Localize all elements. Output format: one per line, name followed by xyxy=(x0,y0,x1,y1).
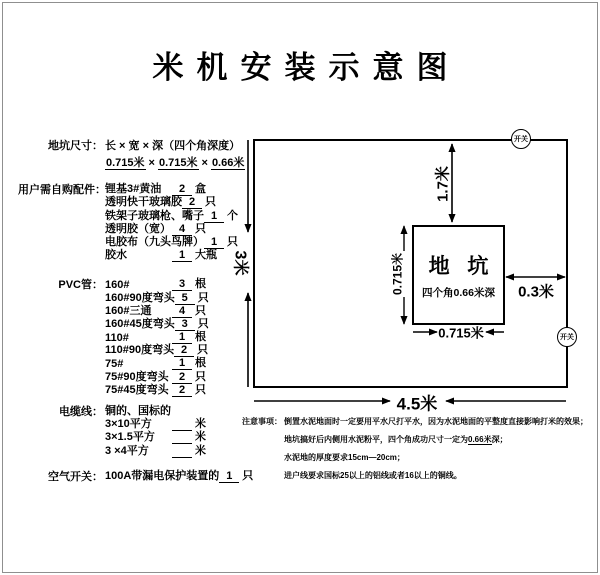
item-name: 3×1.5平方 xyxy=(105,431,155,444)
specs-column xyxy=(18,139,254,484)
item-unit: 只 xyxy=(197,344,209,357)
item-quantity: 2 xyxy=(174,344,194,357)
item-name: 电胶布（九头鸟牌） xyxy=(105,235,204,248)
pit-size-label: 地坑尺寸： xyxy=(48,140,103,152)
item-unit: 大瓶 xyxy=(195,249,217,262)
item-quantity: 3 xyxy=(172,278,192,291)
item-quantity: 1 xyxy=(172,249,192,262)
item-unit: 只 xyxy=(195,304,206,317)
pit-size-formula: 长 × 宽 × 深（四个角深度） xyxy=(105,140,241,152)
cable-list xyxy=(105,405,254,458)
pvc-list xyxy=(105,278,254,397)
air-switch-label: 空气开关： xyxy=(48,470,103,483)
item-quantity: 2 xyxy=(172,371,192,384)
item-unit: 盒 xyxy=(195,183,206,196)
pit-size-section xyxy=(18,139,254,170)
item-unit: 根 xyxy=(195,331,206,344)
room-height-label: 3米 xyxy=(231,250,249,276)
switch-symbol-top xyxy=(511,129,531,149)
item-quantity: 1 xyxy=(204,236,224,249)
note-line-2 xyxy=(284,431,588,449)
item-name: 110# xyxy=(105,332,129,345)
pit-size-values xyxy=(105,156,254,170)
item-quantity: 4 xyxy=(172,223,192,236)
item-name: 160#90度弯头 xyxy=(105,291,175,304)
room-outline xyxy=(253,139,568,388)
item-quantity: 4 xyxy=(172,305,192,318)
notes-label: 注意事项： xyxy=(242,417,282,426)
item-quantity: 2 xyxy=(172,384,192,397)
installation-diagram xyxy=(231,110,598,414)
item-unit: 只 xyxy=(197,291,209,304)
item-unit: 只 xyxy=(195,383,206,396)
item-quantity xyxy=(172,418,192,431)
item-name: 锂基3#黄油 xyxy=(105,183,162,196)
cable-section xyxy=(18,405,254,458)
item-name: 铁架子玻璃枪、嘴子 xyxy=(105,209,204,222)
item-unit: 只 xyxy=(242,469,254,482)
spec-item-row xyxy=(105,444,254,457)
item-quantity: 5 xyxy=(175,292,195,305)
air-switch-section xyxy=(18,470,254,484)
multiply-sign: × xyxy=(148,157,155,169)
note-line-2-underlined-value: 0.66米 xyxy=(468,435,492,444)
item-unit: 只 xyxy=(197,317,209,330)
item-name: 3 ×4平方 xyxy=(105,444,149,457)
pit-depth-value: 0.66米 xyxy=(211,157,245,169)
item-quantity xyxy=(172,445,192,458)
pit-depth-note: 四个角0.66米深 xyxy=(422,287,495,299)
pit-side-offset-label: 0.3米 xyxy=(518,283,554,301)
item-unit: 根 xyxy=(195,278,206,291)
item-quantity xyxy=(172,431,192,444)
item-name: 75#45度弯头 xyxy=(105,383,169,396)
pit-width-value: 0.715米 xyxy=(158,157,198,169)
item-unit: 根 xyxy=(195,357,206,370)
item-name: 100A带漏电保护装置的 xyxy=(105,469,220,482)
item-name: 110#90度弯头 xyxy=(105,344,175,357)
item-unit: 只 xyxy=(195,370,206,383)
note-line-3: 水泥地的厚度要求15cm—20cm； xyxy=(284,453,405,462)
item-name: 胶水 xyxy=(105,249,127,262)
item-quantity: 1 xyxy=(204,210,224,223)
note-line-2-text: 地坑搞好后内侧用水泥粉平，四个角成功尺寸一定为 xyxy=(284,435,468,444)
multiply-sign: × xyxy=(201,157,208,169)
spec-item-row xyxy=(105,470,254,483)
note-line-4: 进户线要求国标25以上的铝线或者16以上的铜线。 xyxy=(284,471,462,480)
switch-label: 开关 xyxy=(514,136,528,143)
page-title: 米机安装示意图 xyxy=(152,50,461,85)
item-name: 160#三通 xyxy=(105,304,152,317)
pit-outline xyxy=(412,225,505,325)
spec-item-row xyxy=(105,344,254,357)
pvc-pipe-section xyxy=(18,278,254,397)
parts-section-label: 用户需自购配件： xyxy=(18,184,106,196)
pit-height-label: 0.715米 xyxy=(388,251,407,297)
room-width-label: 4.5米 xyxy=(396,394,438,414)
pit-title: 地 坑 xyxy=(428,255,495,278)
item-name: 3×10平方 xyxy=(105,418,152,431)
pit-length-value: 0.715米 xyxy=(106,157,145,169)
item-unit: 米 xyxy=(195,418,206,431)
item-quantity: 2 xyxy=(182,196,202,209)
item-unit: 米 xyxy=(195,444,206,457)
item-name: 75# xyxy=(105,358,124,371)
pit-width-label: 0.715米 xyxy=(438,325,484,341)
spec-item-row xyxy=(105,318,254,331)
item-quantity: 2 xyxy=(172,183,192,196)
parts-section xyxy=(18,183,254,262)
item-unit: 只 xyxy=(227,235,238,248)
item-name: 铜的、国标的 xyxy=(105,405,171,417)
air-switch-list xyxy=(105,470,254,483)
item-quantity: 1 xyxy=(172,357,192,370)
note-line-2-tail: 深； xyxy=(491,435,508,444)
item-quantity: 3 xyxy=(175,318,195,331)
item-name: 75#90度弯头 xyxy=(105,370,169,383)
item-name: 透明快干玻璃胶 xyxy=(105,196,182,209)
switch-label: 开关 xyxy=(560,334,574,341)
notes-section xyxy=(242,413,588,485)
item-name: 160# xyxy=(105,279,130,292)
item-unit: 只 xyxy=(195,222,206,235)
item-unit: 个 xyxy=(227,209,238,222)
spec-item-row xyxy=(105,384,254,397)
pit-top-offset-label: 1.7米 xyxy=(434,166,452,202)
switch-symbol-right xyxy=(557,327,577,347)
note-line-1: 倒置水泥地面时一定要用平水尺打平水，因为水泥地面的平整度直接影响打米的效果； xyxy=(284,417,588,426)
item-unit: 只 xyxy=(205,196,216,209)
item-name: 透明胶（宽） xyxy=(105,222,171,235)
item-name: 160#45度弯头 xyxy=(105,317,175,330)
item-unit: 米 xyxy=(195,431,206,444)
pvc-section-label: PVC管： xyxy=(58,279,103,292)
item-quantity: 1 xyxy=(172,331,192,344)
item-quantity: 1 xyxy=(219,470,239,483)
cable-section-label: 电缆线： xyxy=(59,405,103,418)
